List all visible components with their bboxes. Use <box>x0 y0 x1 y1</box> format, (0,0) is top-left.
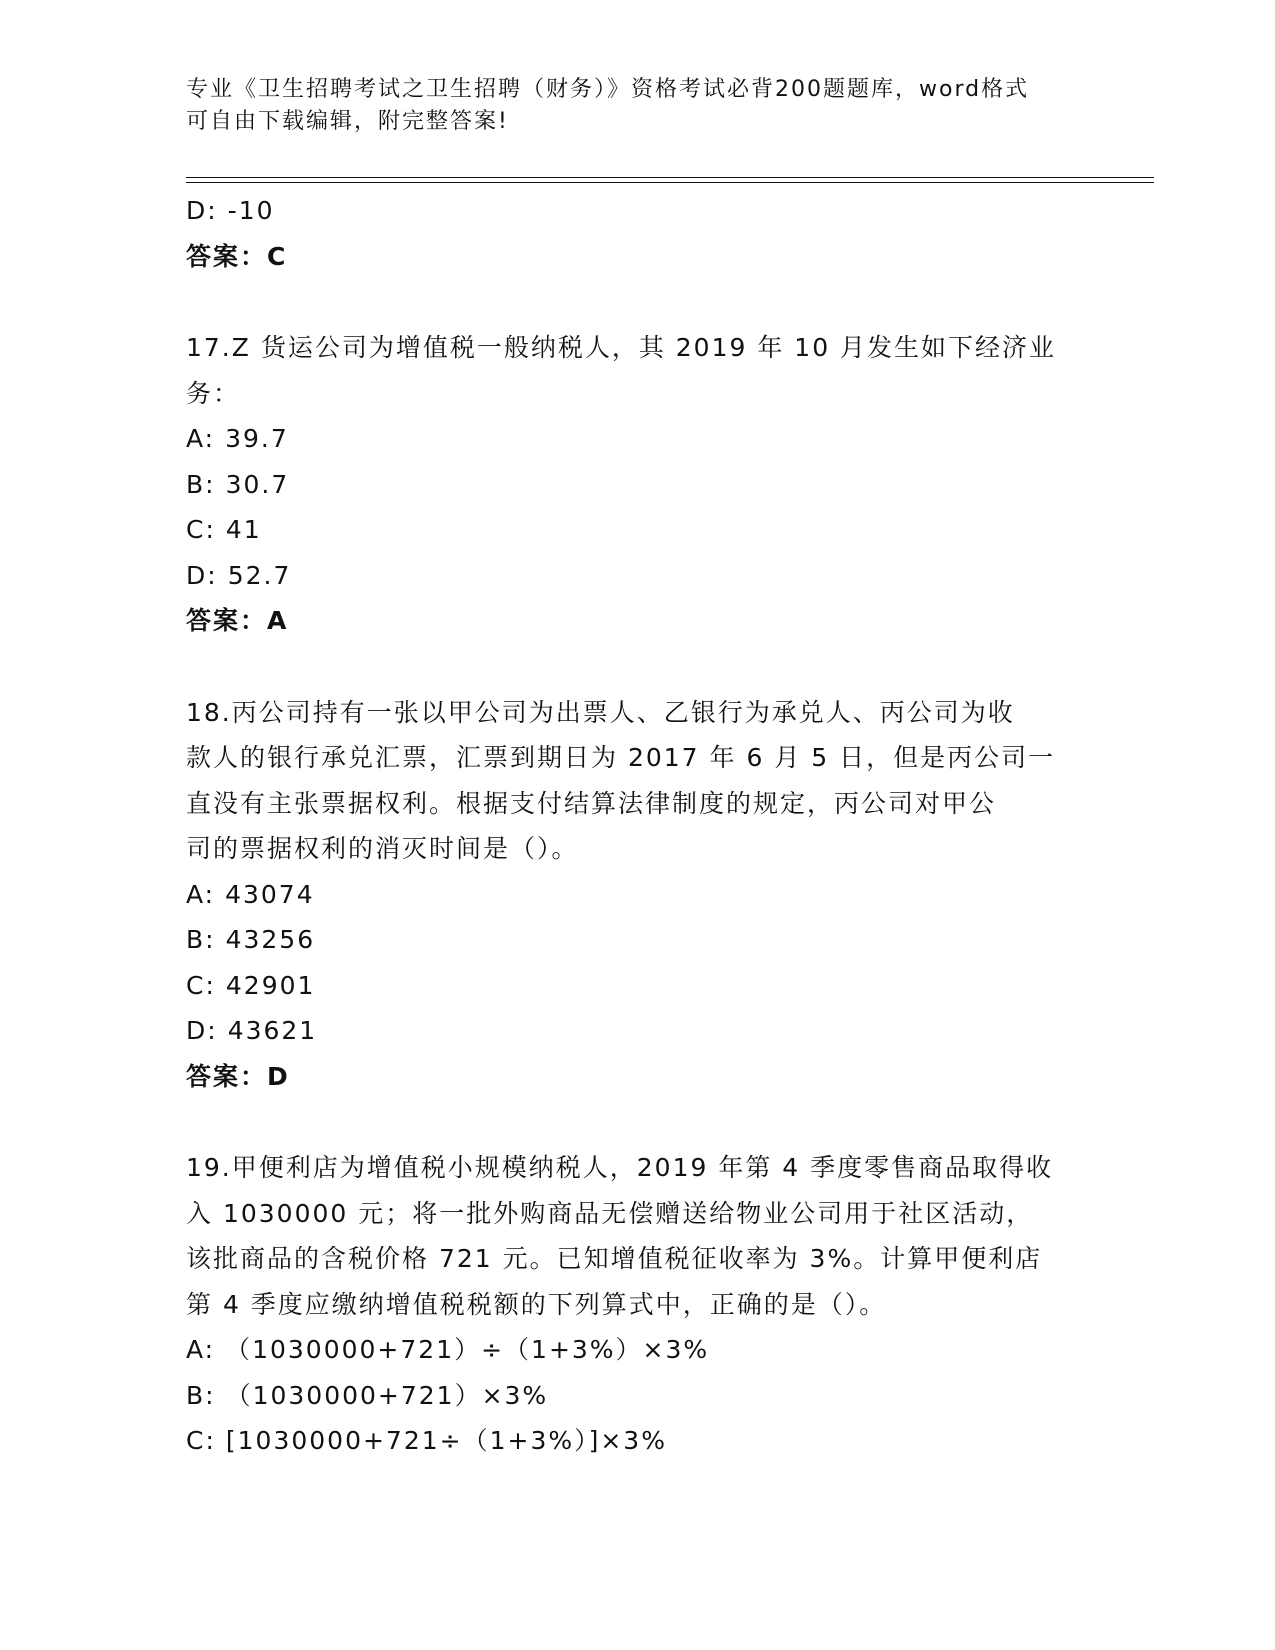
stem-line: 17.Z 货运公司为增值税一般纳税人，其 2019 年 10 月发生如下经济业 <box>186 333 1057 362</box>
option-text: -10 <box>227 196 275 225</box>
option-letter: A: <box>186 1335 216 1364</box>
stem-line: 该批商品的含税价格 721 元。已知增值税征收率为 3%。计算甲便利店 <box>186 1244 1043 1273</box>
prev-option-d <box>186 188 1086 234</box>
question-17-stem <box>186 325 1086 416</box>
option-letter: A: <box>186 424 216 453</box>
option-text: （1030000+721）÷（1+3%）×3% <box>225 1335 710 1364</box>
question-19-stem <box>186 1145 1086 1327</box>
option-text: 43256 <box>225 925 316 954</box>
stem-line: 19.甲便利店为增值税小规模纳税人，2019 年第 4 季度零售商品取得收 <box>186 1153 1054 1182</box>
stem-line: 18.丙公司持有一张以甲公司为出票人、乙银行为承兑人、丙公司为收 <box>186 697 1015 727</box>
option-letter: B: <box>186 469 216 499</box>
header-line-2: 可自由下载编辑，附完整答案! <box>186 109 509 134</box>
document-header <box>186 74 1066 138</box>
stem-line: 入 1030000 元；将一批外购商品无偿赠送给物业公司用于社区活动， <box>186 1198 1034 1228</box>
stem-line: 直没有主张票据权利。根据支付结算法律制度的规定，丙公司对甲公 <box>186 788 997 818</box>
option-text: 43074 <box>225 879 315 909</box>
header-line-1: 专业《卫生招聘考试之卫生招聘（财务）》资格考试必背200题题库，word格式 <box>186 77 1030 102</box>
option-letter: B: <box>186 1380 216 1410</box>
header-divider-bottom <box>186 182 1154 183</box>
option-letter: C: <box>186 515 216 544</box>
option-letter: D: <box>186 1016 218 1045</box>
option-letter: A: <box>186 879 216 909</box>
question-18-option-c <box>186 963 1086 1009</box>
question-18-option-d <box>186 1008 1086 1054</box>
stem-line: 司的票据权利的消灭时间是（）。 <box>186 834 579 863</box>
question-19-option-c <box>186 1418 1086 1464</box>
option-letter: D: <box>186 560 218 590</box>
spacer <box>186 644 1086 690</box>
header-divider-top <box>186 177 1154 178</box>
document-body <box>186 188 1086 1464</box>
option-text: （1030000+721）×3% <box>225 1380 549 1410</box>
option-letter: C: <box>186 970 216 1000</box>
question-17-option-d <box>186 553 1086 599</box>
option-text: [1030000+721÷（1+3%）]×3% <box>225 1426 667 1455</box>
question-19-option-b <box>186 1373 1086 1419</box>
option-text: 42901 <box>225 970 316 1000</box>
question-18-option-b <box>186 917 1086 963</box>
question-17-option-b <box>186 462 1086 508</box>
question-18-answer: 答案：D <box>186 1061 290 1091</box>
question-18-option-a <box>186 872 1086 918</box>
question-17-answer: 答案：A <box>186 606 289 635</box>
prev-answer: 答案：C <box>186 241 288 271</box>
question-17-option-c <box>186 507 1086 553</box>
stem-line: 第 4 季度应缴纳增值税税额的下列算式中，正确的是（）。 <box>186 1289 887 1319</box>
question-19-option-a <box>186 1327 1086 1373</box>
stem-line: 务： <box>186 378 241 408</box>
stem-line: 款人的银行承兑汇票，汇票到期日为 2017 年 6 月 5 日，但是丙公司一 <box>186 743 1056 772</box>
option-text: 52.7 <box>227 560 292 590</box>
option-letter: B: <box>186 925 216 954</box>
option-text: 39.7 <box>225 424 289 453</box>
option-letter: C: <box>186 1426 216 1455</box>
question-17-option-a <box>186 416 1086 462</box>
option-letter: D: <box>186 196 218 225</box>
option-text: 43621 <box>227 1016 318 1045</box>
option-text: 41 <box>225 515 262 544</box>
spacer <box>186 279 1086 325</box>
spacer <box>186 1099 1086 1145</box>
option-text: 30.7 <box>225 469 290 499</box>
question-18-stem <box>186 690 1086 872</box>
